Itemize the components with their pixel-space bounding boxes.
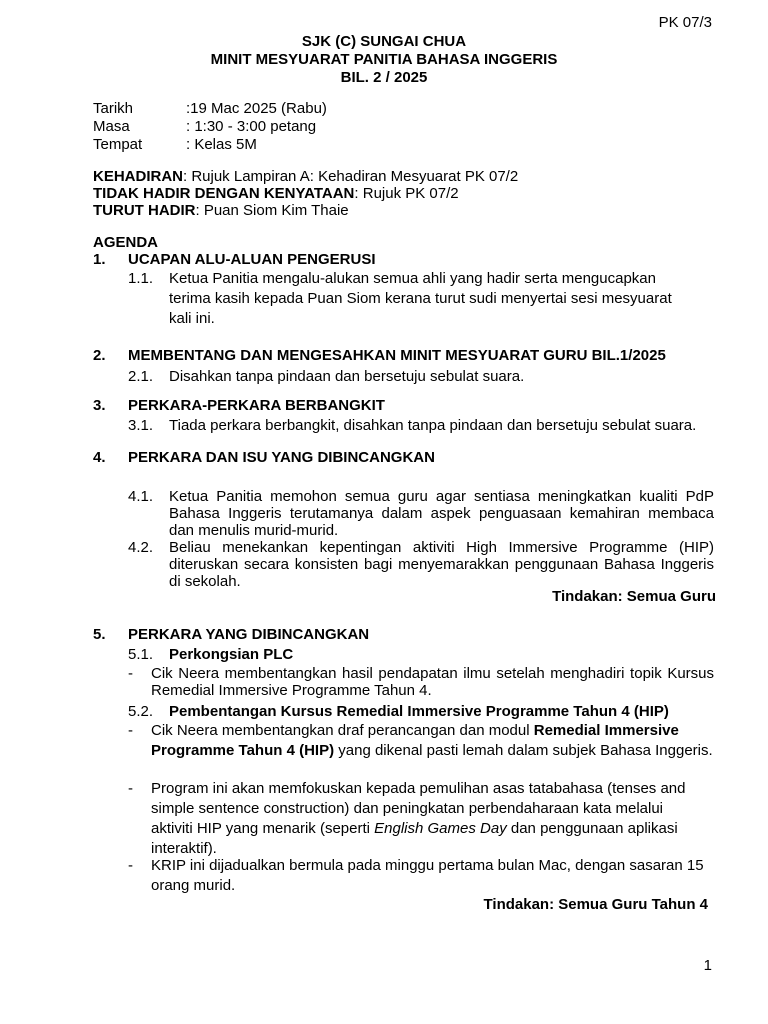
bullet-5-2-c: [128, 856, 708, 896]
item-text: Tiada perkara berbangkit, disahkan tanpa pindaan dan bersetuju sebulat suara.: [169, 417, 697, 434]
agenda-heading: AGENDA: [93, 234, 159, 251]
page-number: 1: [703, 957, 712, 974]
item-text: Disahkan tanpa pindaan dan bersetuju sebulat suara.: [169, 368, 525, 385]
time-value: : 1:30 - 3:00 petang: [186, 118, 317, 135]
bullet-text-end: dan penggunaan aplikasi interaktif).: [151, 820, 678, 857]
section-title: PERKARA DAN ISU YANG DIBINCANGKAN: [128, 449, 435, 466]
bullet-text-start: Cik Neera membentangkan draf perancangan dan modul: [151, 722, 534, 739]
item-text: Ketua Panitia mengalu-alukan semua ahli yang hadir serta mengucapkan terima kasih kepada Puan Siom kerana turut sudi menyertai sesi mesyuarat kali ini.: [169, 270, 672, 327]
section-title: MEMBENTANG DAN MENGESAHKAN MINIT MESYUARAT GURU BIL.1/2025: [128, 347, 666, 364]
item-text: Ketua Panitia memohon semua guru agar sentiasa meningkatkan kualiti PdP Bahasa Inggeris terutamanya dalam aspek penguasaan kemahiran membaca dan menulis murid-murid.: [169, 488, 714, 539]
section-title: PERKARA-PERKARA BERBANGKIT: [128, 397, 385, 414]
item-number: 4.2.: [128, 539, 154, 556]
section-number: 4.: [93, 449, 106, 466]
section-number: 3.: [93, 397, 106, 414]
section-number: 1.: [93, 251, 106, 268]
bullet-dash: -: [128, 722, 133, 739]
absent-label: TIDAK HADIR DENGAN KENYATAAN: [93, 185, 355, 202]
date-label: Tarikh: [93, 100, 134, 117]
attendance-block: [93, 168, 518, 219]
item-number: 2.1.: [128, 368, 154, 385]
absent-value: : Rujuk PK 07/2: [354, 185, 459, 202]
bullet-5-2-b: [128, 779, 708, 859]
present-label: KEHADIRAN: [93, 168, 183, 185]
item-number: 5.1.: [128, 646, 154, 663]
place-value: : Kelas 5M: [186, 136, 257, 153]
bullet-text-end: yang dikenal pasti lemah dalam subjek Bahasa Inggeris.: [334, 742, 713, 759]
school-name: SJK (C) SUNGAI CHUA: [301, 33, 467, 50]
section-number: 2.: [93, 347, 106, 364]
meeting-place-row: [93, 136, 327, 154]
item-4-1: [128, 488, 714, 539]
item-title: Pembentangan Kursus Remedial Immersive Programme Tahun 4 (HIP): [169, 703, 669, 720]
item-title: Perkongsian PLC: [169, 646, 294, 663]
section-title: UCAPAN ALU-ALUAN PENGERUSI: [128, 251, 376, 268]
document-header: [0, 33, 768, 87]
bullet-text: [151, 721, 718, 761]
present-value: : Rujuk Lampiran A: Kehadiran Mesyuarat PK 07/2: [183, 168, 519, 185]
item-number: 1.1.: [128, 270, 154, 287]
guest-label: TURUT HADIR: [93, 202, 196, 219]
minutes-number: BIL. 2 / 2025: [340, 69, 428, 86]
item-4-2: [128, 539, 714, 590]
item-5-1: [128, 646, 714, 663]
guest-value: : Puan Siom Kim Thaie: [195, 202, 349, 219]
item-2-1: [128, 368, 714, 385]
action-note-4: Tindakan: Semua Guru: [552, 588, 716, 605]
event-name: English Games Day: [374, 820, 507, 837]
bullet-text: [151, 779, 708, 859]
section-title: PERKARA YANG DIBINCANGKAN: [128, 626, 370, 643]
section-2-heading: [93, 347, 666, 364]
date-value: :19 Mac 2025 (Rabu): [186, 100, 327, 117]
action-note-5: Tindakan: Semua Guru Tahun 4: [483, 896, 708, 913]
item-3-1: [128, 417, 714, 434]
item-5-2: [128, 703, 714, 720]
item-text: Beliau menekankan kepentingan aktiviti High Immersive Programme (HIP) diteruskan secara konsisten bagi menyemarakkan penggunaan Bahasa Inggeris di sekolah.: [169, 539, 714, 590]
attendance-guest: [93, 202, 518, 219]
bullet-dash: -: [128, 780, 133, 797]
section-4-heading: [93, 449, 435, 466]
bullet-text: KRIP ini dijadualkan bermula pada minggu pertama bulan Mac, dengan sasaran 15 orang murid.: [151, 857, 704, 894]
item-number: 3.1.: [128, 417, 154, 434]
attendance-present: [93, 168, 518, 185]
meeting-date-row: [93, 100, 327, 118]
item-number: 5.2.: [128, 703, 154, 720]
item-number: 4.1.: [128, 488, 154, 505]
place-label: Tempat: [93, 136, 143, 153]
bullet-dash: -: [128, 665, 133, 682]
meeting-time-row: [93, 118, 327, 136]
bullet-dash: -: [128, 857, 133, 874]
section-5-heading: [93, 626, 369, 643]
bullet-5-1: [128, 665, 714, 699]
programme-name: Remedial Immersive Programme Tahun 4 (HIP): [151, 722, 679, 759]
section-3-heading: [93, 397, 385, 414]
attendance-absent: [93, 185, 518, 202]
item-1-1: [128, 269, 688, 329]
section-number: 5.: [93, 626, 106, 643]
bullet-5-2-a: [128, 721, 718, 761]
section-1-heading: [93, 251, 376, 268]
time-label: Masa: [93, 118, 130, 135]
minutes-title: MINIT MESYUARAT PANITIA BAHASA INGGERIS: [210, 51, 558, 68]
document-code: PK 07/3: [658, 14, 712, 31]
meeting-details: [93, 100, 327, 154]
bullet-text-start: Program ini akan memfokuskan kepada pemulihan asas tatabahasa (tenses and simple sentence construction) dan peningkatan perbendaharaan kata melalui aktiviti HIP yang menarik (seperti: [151, 780, 686, 837]
bullet-text: Cik Neera membentangkan hasil pendapatan ilmu setelah menghadiri topik Kursus Remedial Immersive Programme Tahun 4.: [151, 665, 714, 699]
